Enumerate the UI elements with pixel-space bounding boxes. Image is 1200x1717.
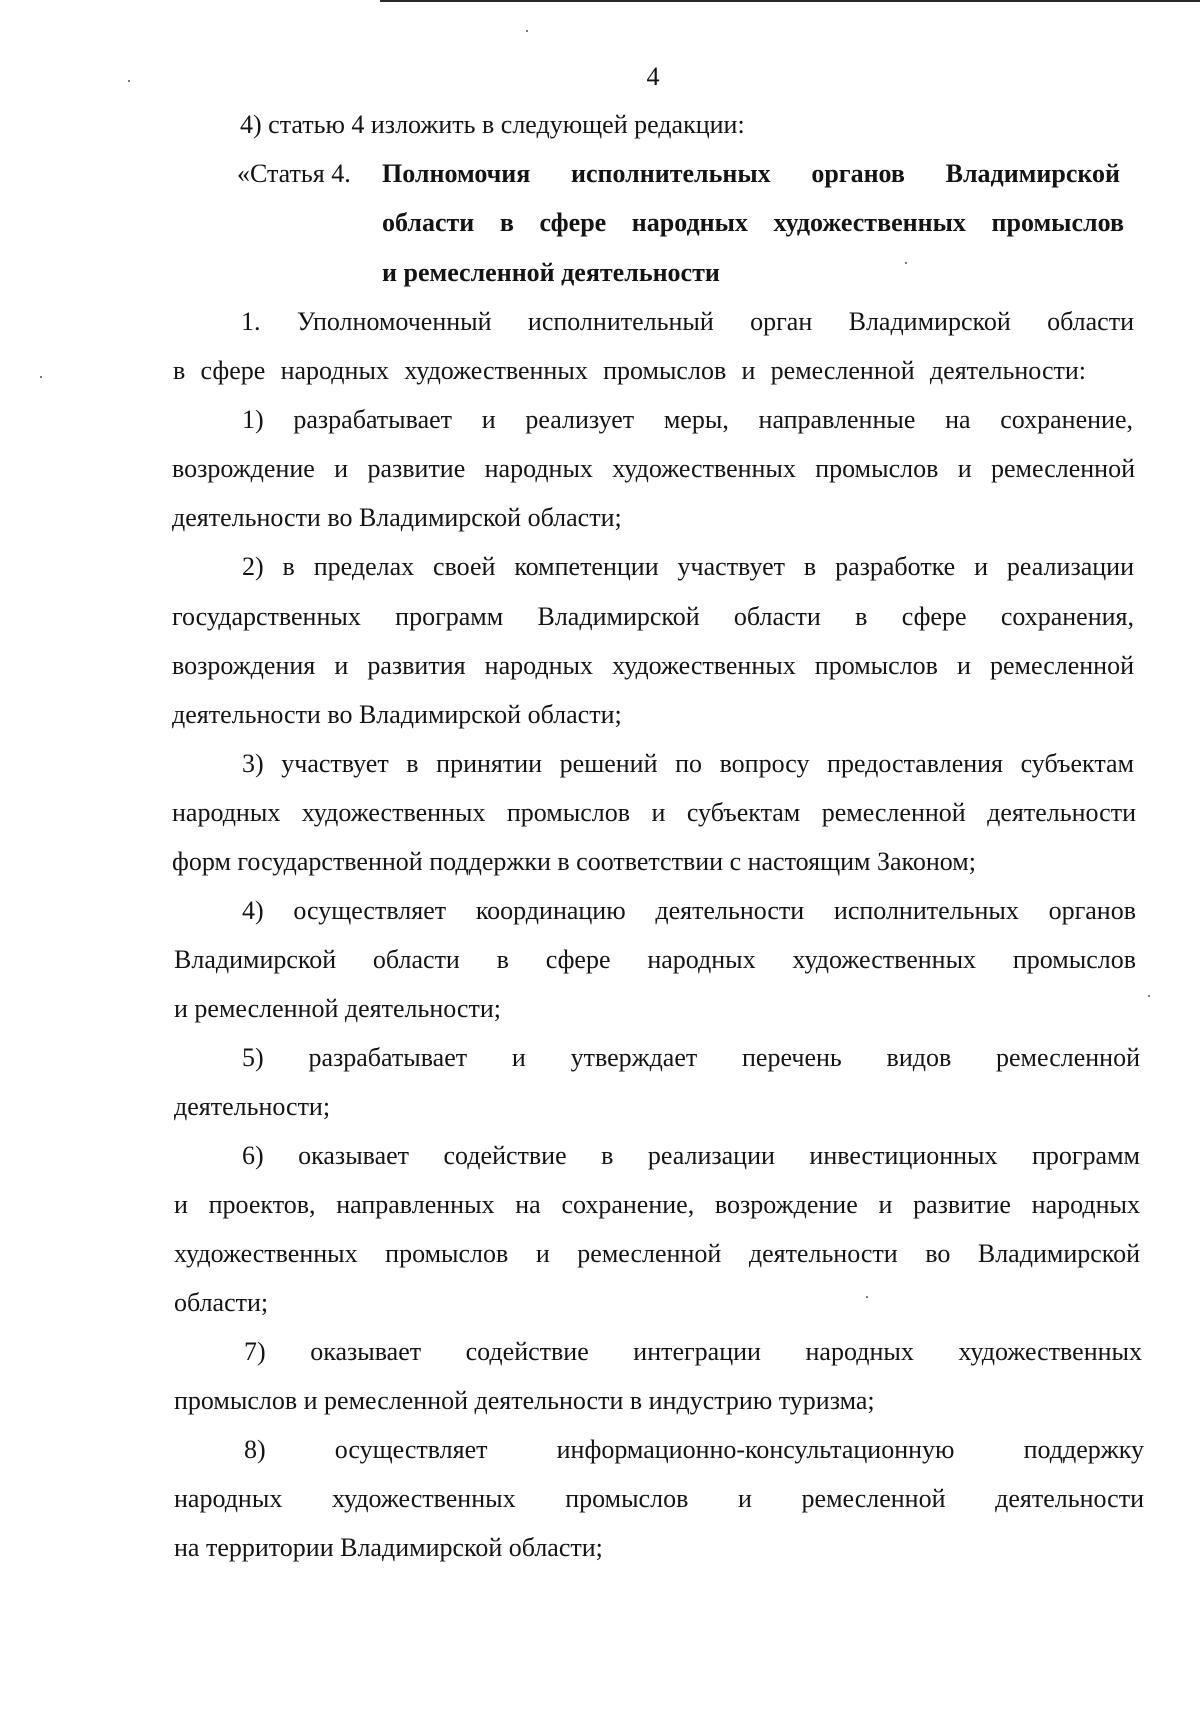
body-line: 8) осуществляет информационно-консультационную поддержку [244, 1435, 1144, 1464]
body-line: народных художественных промыслов и ремесленной деятельности [174, 1484, 1144, 1513]
body-line: на территории Владимирской области; [174, 1533, 603, 1562]
scan-speck [905, 262, 907, 264]
article-title-line: Полномочия исполнительных органов Владимирской [382, 159, 1120, 188]
body-line: и ремесленной деятельности; [174, 994, 501, 1023]
article-title-line: и ремесленной деятельности [382, 258, 720, 287]
body-line: 2) в пределах своей компетенции участвует в разработке и реализации [242, 552, 1134, 581]
body-line: 1. Уполномоченный исполнительный орган Владимирской области [241, 307, 1134, 336]
scan-speck [526, 30, 528, 32]
body-line: возрождение и развитие народных художественных промыслов и ремесленной [172, 454, 1135, 483]
scan-speck [866, 1296, 868, 1298]
body-line: 1) разрабатывает и реализует меры, направленные на сохранение, [242, 405, 1133, 434]
intro-line: 4) статью 4 изложить в следующей редакции: [240, 110, 745, 139]
body-line: Владимирской области в сфере народных художественных промыслов [174, 945, 1136, 974]
body-line: деятельности; [174, 1092, 331, 1121]
body-line: 5) разрабатывает и утверждает перечень видов ремесленной [242, 1043, 1140, 1072]
body-line: деятельности во Владимирской области; [172, 503, 622, 532]
body-line: деятельности во Владимирской области; [172, 700, 622, 729]
body-line: народных художественных промыслов и субъектам ремесленной деятельности [172, 798, 1136, 827]
body-line: области; [174, 1288, 269, 1317]
page-number: 4 [646, 62, 660, 91]
scan-speck [40, 376, 42, 378]
body-line: 6) оказывает содействие в реализации инвестиционных программ [242, 1141, 1140, 1170]
body-line: возрождения и развития народных художественных промыслов и ремесленной [172, 651, 1134, 680]
body-line: 7) оказывает содействие интеграции народных художественных [244, 1337, 1142, 1366]
body-line: 3) участвует в принятии решений по вопросу предоставления субъектам [242, 749, 1134, 778]
scan-speck [1148, 995, 1150, 997]
body-line: форм государственной поддержки в соответствии с настоящим Законом; [172, 847, 976, 876]
body-line: в сфере народных художественных промыслов и ремесленной деятельности: [173, 356, 1086, 385]
body-line: 4) осуществляет координацию деятельности исполнительных органов [242, 896, 1136, 925]
article-title-line: области в сфере народных художественных промыслов [382, 208, 1124, 237]
scan-speck [128, 80, 130, 82]
body-line: и проектов, направленных на сохранение, возрождение и развитие народных [174, 1190, 1140, 1219]
top-rule [380, 0, 1200, 2]
article-prefix: «Статья 4. [237, 159, 351, 188]
body-line: художественных промыслов и ремесленной деятельности во Владимирской [174, 1239, 1140, 1268]
body-line: государственных программ Владимирской области в сфере сохранения, [172, 602, 1134, 631]
body-line: промыслов и ремесленной деятельности в индустрию туризма; [174, 1386, 875, 1415]
